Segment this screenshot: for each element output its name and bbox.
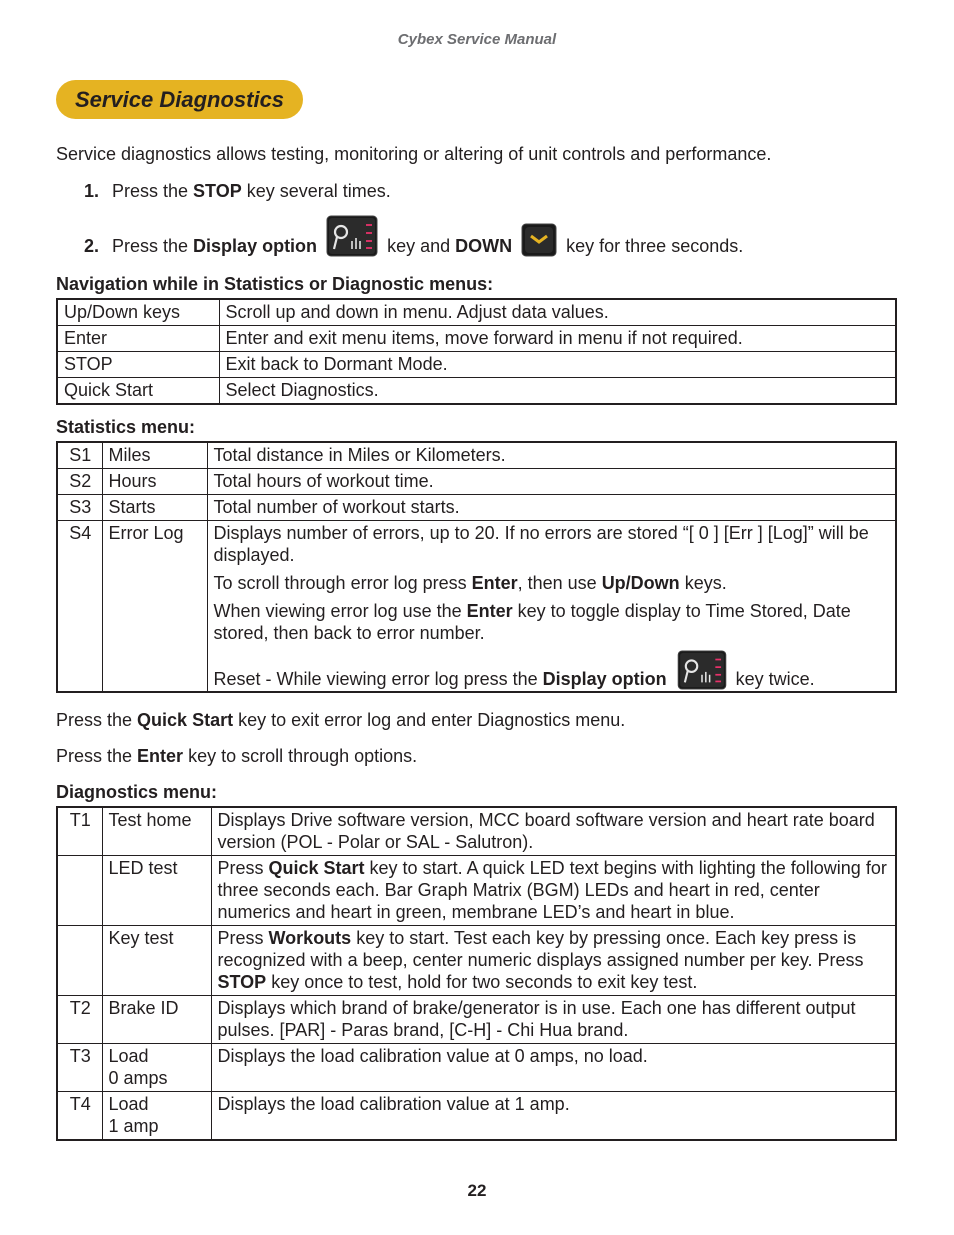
table-row [57,807,896,856]
display-option-key-icon [326,215,378,257]
stat-desc: Total hours of workout time. [207,469,896,495]
step-text: key several times. [241,181,391,201]
nav-key: Up/Down keys [57,299,219,326]
step-text: key and [382,236,456,256]
table-row [57,352,896,378]
intro-text: Service diagnostics allows testing, monitoring or altering of unit controls and performance. [56,144,772,164]
diag-code: T4 [57,1092,102,1141]
nav-key: Quick Start [57,378,219,405]
diag-name: Test home [102,807,211,856]
nav-heading: Navigation while in Statistics or Diagnostic menus: [56,274,494,294]
table-row [57,495,896,521]
table-row [57,442,896,469]
manual-title: Cybex Service Manual [397,31,557,48]
error-log-p2: To scroll through error log press Enter, then use Up/Down keys. [213,573,727,593]
diag-name: LED test [102,856,211,926]
stat-code: S3 [57,495,102,521]
stat-name: Hours [102,469,207,495]
quick-start-note: Press the Quick Start key to exit error log and enter Diagnostics menu. [56,710,626,730]
key-name: STOP [193,181,242,201]
stat-code: S1 [57,442,102,469]
table-row [57,521,896,693]
error-log-p3: When viewing error log use the Enter key to toggle display to Time Stored, Date stored, then back to error number. [213,601,851,643]
diag-code [57,856,102,926]
stat-code: S2 [57,469,102,495]
step-2 [84,215,743,257]
stat-name: Error Log [102,521,207,693]
down-key-icon [521,223,557,257]
section-title: Service Diagnostics [74,86,285,112]
enter-note: Press the Enter key to scroll through options. [56,746,418,766]
diag-desc: Press Workouts key to start. Test each key by pressing once. Each key press is recognized with a beep, center numeric displays assigned number per key. Press STOP key once to test, hold for two seconds to exit key test. [211,926,896,996]
nav-desc: Enter and exit menu items, move forward in menu if not required. [219,326,896,352]
error-log-p1: Displays number of errors, up to 20. If no errors are stored “[ 0 ] [Err ] [Log]” will be displayed. [213,523,869,565]
statistics-table [56,441,897,693]
diag-desc: Displays the load calibration value at 1 amp. [211,1092,896,1141]
diag-desc: Displays Drive software version, MCC board software version and heart rate board version (POL - Polar or SAL - Salutron). [211,807,896,856]
table-row [57,1044,896,1092]
step-number: 2. [84,236,100,256]
stat-name: Miles [102,442,207,469]
diag-code: T3 [57,1044,102,1092]
diag-name: Load 1 amp [102,1092,211,1141]
table-row [57,926,896,996]
diag-name: Key test [102,926,211,996]
stat-desc: Total distance in Miles or Kilometers. [207,442,896,469]
section-title-pill [56,80,303,119]
table-row [57,299,896,326]
step-text: Press the [112,236,194,256]
table-row [57,326,896,352]
stat-desc: Total number of workout starts. [207,495,896,521]
diag-name: Brake ID [102,996,211,1044]
diag-name: Load 0 amps [102,1044,211,1092]
diag-desc: Displays the load calibration value at 0 amps, no load. [211,1044,896,1092]
nav-desc: Select Diagnostics. [219,378,896,405]
table-row [57,996,896,1044]
table-row [57,378,896,405]
step-number: 1. [84,181,100,201]
table-row [57,856,896,926]
diag-desc: Press Quick Start key to start. A quick LED text begins with lighting the following for three seconds each. Bar Graph Matrix (BGM) LEDs and heart in red, center numerics and heart in green, membrane LED’s and heart in blue. [211,856,896,926]
diag-code: T2 [57,996,102,1044]
error-log-p4: Reset - While viewing error log press the Display option key twice. [214,650,891,690]
diag-heading: Diagnostics menu: [56,782,218,802]
nav-key: STOP [57,352,219,378]
step-text: key for three seconds. [561,236,744,256]
stat-name: Starts [102,495,207,521]
diag-code: T1 [57,807,102,856]
navigation-table [56,298,897,405]
table-row [57,469,896,495]
nav-key: Enter [57,326,219,352]
stat-code: S4 [57,521,102,693]
diag-code [57,926,102,996]
error-log-desc [207,521,896,693]
step-1 [84,180,391,202]
key-name: Display option [193,236,318,256]
page-number: 22 [467,1181,487,1200]
stats-heading: Statistics menu: [56,417,196,437]
key-name: DOWN [455,236,513,256]
diag-desc: Displays which brand of brake/generator is in use. Each one has different output pulses. [PAR] - Paras brand, [C-H] - Chi Hua brand. [211,996,896,1044]
diagnostics-table [56,806,897,1141]
table-row [57,1092,896,1141]
nav-desc: Exit back to Dormant Mode. [219,352,896,378]
display-option-key-icon [676,650,728,690]
step-text: Press the [112,181,194,201]
nav-desc: Scroll up and down in menu. Adjust data values. [219,299,896,326]
